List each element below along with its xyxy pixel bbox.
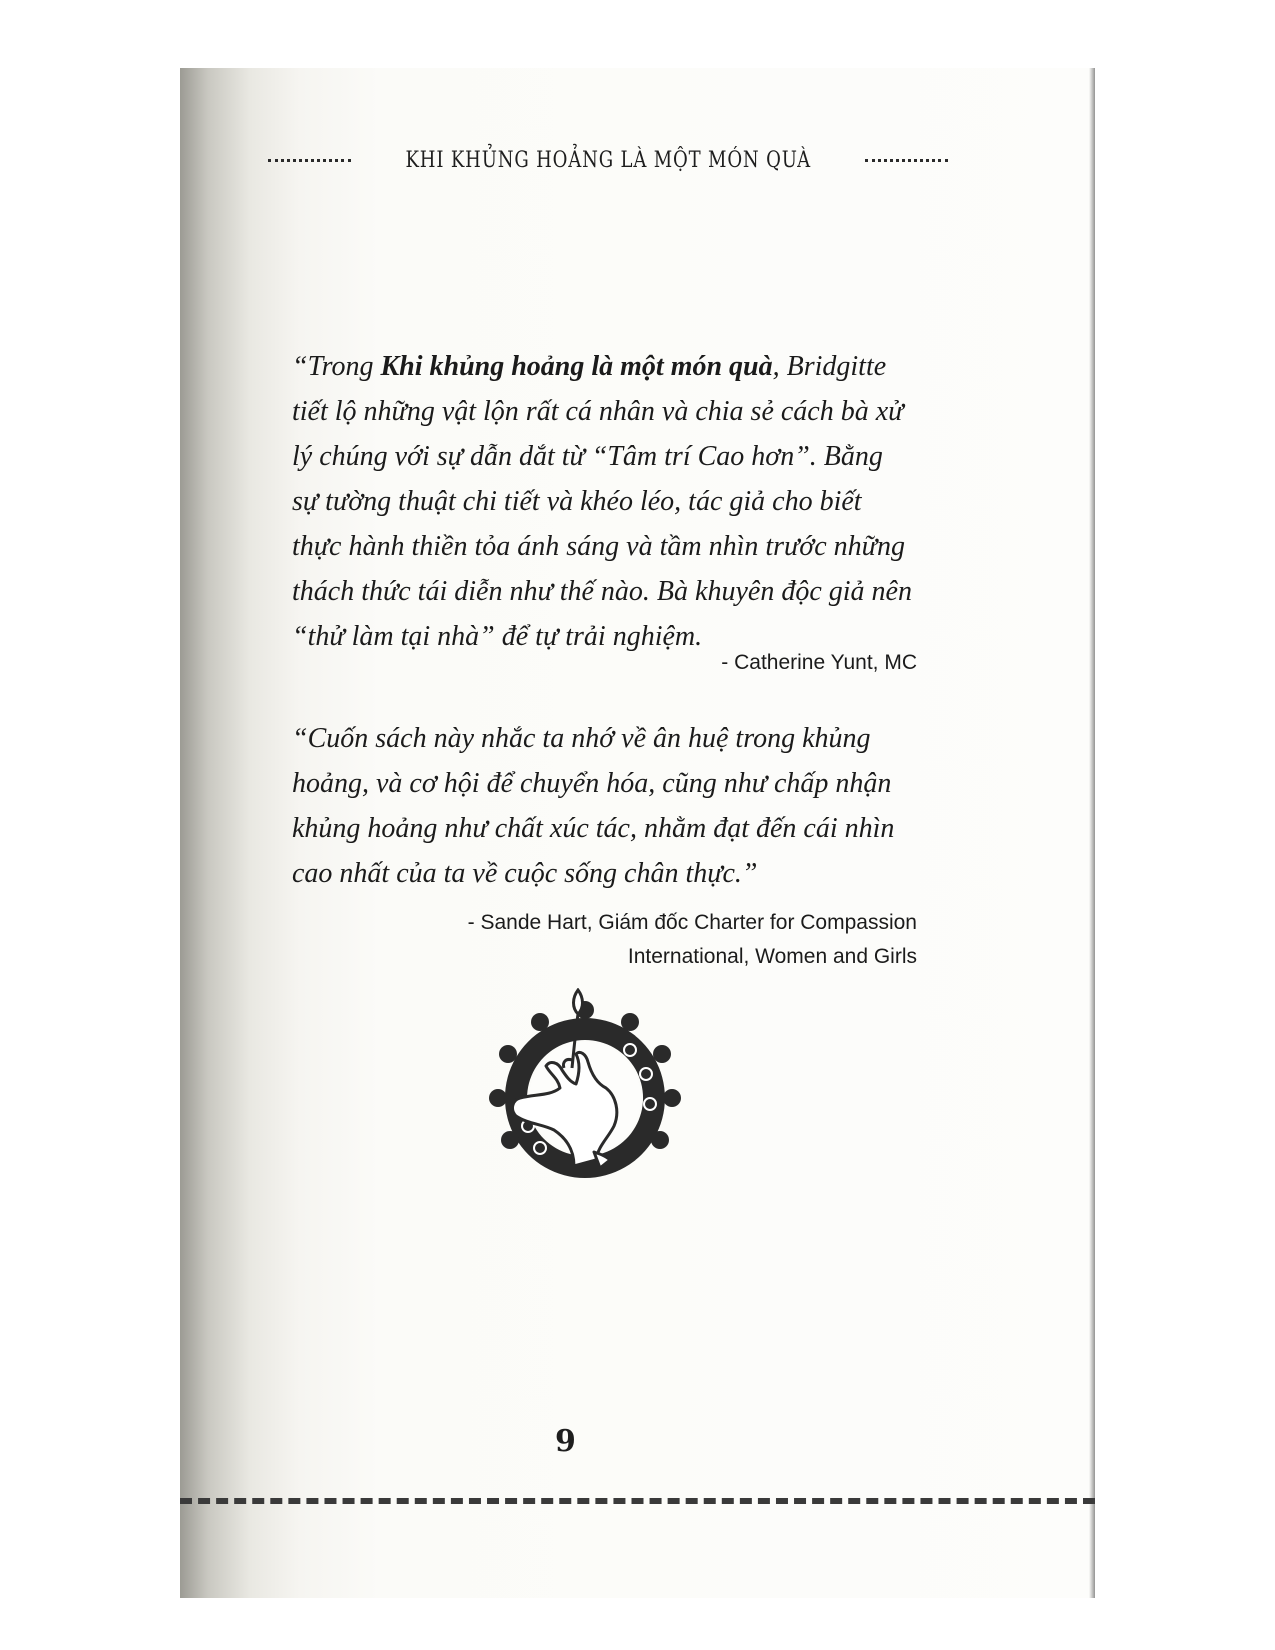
running-header <box>258 148 958 173</box>
quote-1-body: , Bridgitte tiết lộ những vật lộn rất cá nhân và chia sẻ cách bà xử lý chúng với sự dẫn dắt từ “Tâm trí Cao hơn”. Bằng sự tường thuật chi tiết và khéo léo, tác giả cho biết thực hành thiền tỏa ánh sáng và tầm nhìn trước những thách thức tái diễn như thế nào. Bà khuyên độc giả nên “thử làm tại nhà” để tự trải nghiệm. <box>292 351 912 652</box>
quote-1-attribution: - Catherine Yunt, MC <box>721 651 917 674</box>
quote-2-attribution-line-1: - Sande Hart, Giám đốc Charter for Compassion <box>467 911 917 934</box>
page-number: 9 <box>555 1424 576 1459</box>
header-dots-left <box>268 159 351 162</box>
testimonial-quote-1 <box>292 344 912 659</box>
lotus-hand-mudra-icon <box>480 988 690 1188</box>
quote-1-open: “Trong <box>292 351 381 382</box>
bottom-divider <box>180 1498 1095 1504</box>
quote-2-attribution <box>397 906 917 974</box>
testimonial-quote-2 <box>292 716 912 896</box>
quote-2-attribution-line-2: International, Women and Girls <box>627 945 917 968</box>
header-dots-right <box>865 159 948 162</box>
quote-2-body: “Cuốn sách này nhắc ta nhớ về ân huệ trong khủng hoảng, và cơ hội để chuyển hóa, cũng như chấp nhận khủng hoảng như chất xúc tác, nhằm đạt đến cái nhìn cao nhất của ta về cuộc sống chân thực.” <box>292 723 895 889</box>
running-title: KHI KHỦNG HOẢNG LÀ MỘT MÓN QUÀ <box>405 148 811 173</box>
book-page <box>180 68 1095 1598</box>
quote-1-book-title: Khi khủng hoảng là một món quà <box>380 351 773 382</box>
